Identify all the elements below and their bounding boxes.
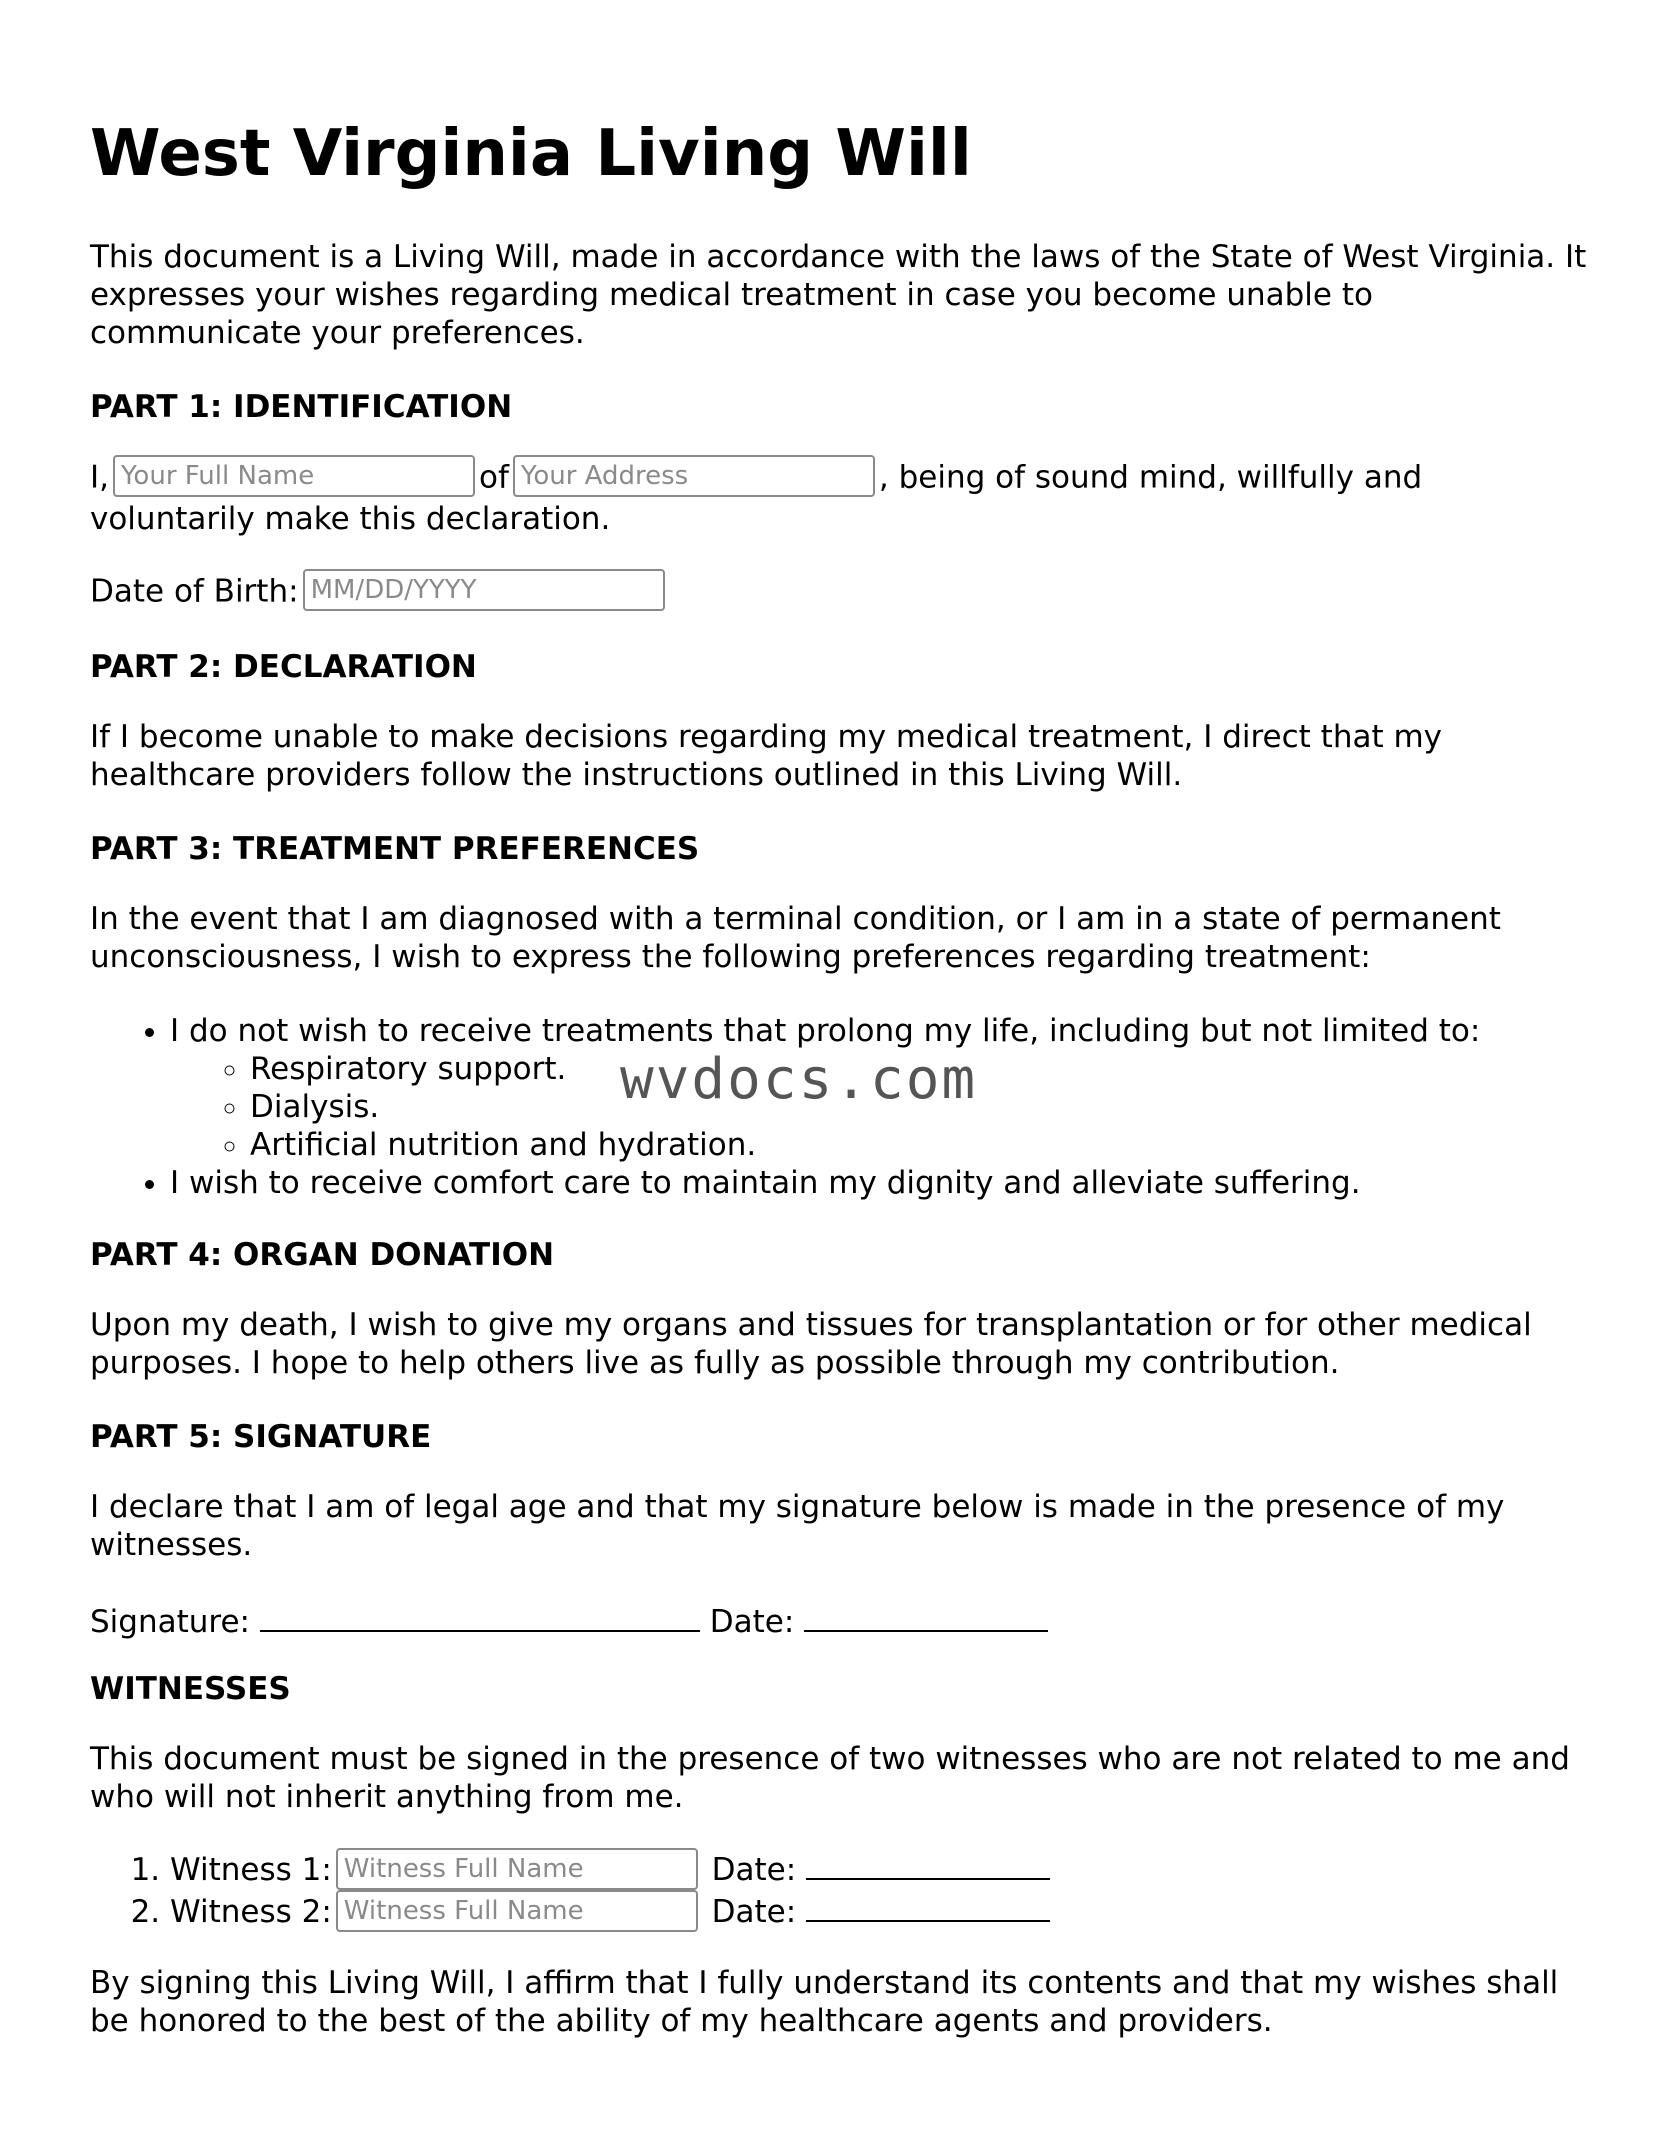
treatment-paragraph: In the event that I am diagnosed with a terminal condition, or I am in a state of permanent unconsciousness, I wish to express the following preferences regarding treatment: bbox=[90, 901, 1501, 975]
full-name-input[interactable] bbox=[113, 455, 475, 497]
identification-statement bbox=[90, 458, 1590, 538]
document-title: West Virginia Living Will bbox=[90, 117, 972, 191]
identification-of: of bbox=[479, 459, 509, 496]
date-of-birth-row bbox=[90, 572, 1590, 614]
part1-heading: PART 1: IDENTIFICATION bbox=[90, 389, 513, 425]
witness2-name-input[interactable] bbox=[336, 1890, 698, 1932]
signature-label: Signature: bbox=[90, 1604, 250, 1640]
signature-date-label: Date: bbox=[709, 1604, 795, 1640]
witness2-date-line[interactable] bbox=[806, 1890, 1050, 1922]
witnesses-heading: WITNESSES bbox=[90, 1671, 291, 1707]
date-of-birth-input[interactable] bbox=[303, 569, 665, 611]
list-item: ◦ Respiratory support. bbox=[250, 1050, 1590, 1088]
witness2-label: Witness 2: bbox=[170, 1894, 332, 1930]
address-input[interactable] bbox=[513, 455, 875, 497]
part2-heading: PART 2: DECLARATION bbox=[90, 649, 477, 685]
declaration-paragraph: If I become unable to make decisions regarding my medical treatment, I direct that my healthcare providers follow the instructions outlined in this Living Will. bbox=[90, 719, 1443, 793]
signature-date-line[interactable] bbox=[804, 1600, 1048, 1632]
witness1-label: Witness 1: bbox=[170, 1852, 332, 1888]
list-item: • I wish to receive comfort care to maintain my dignity and alleviate suffering. bbox=[170, 1164, 1590, 1202]
treatment-item-prolong: I do not wish to receive treatments that prolong my life, including but not limited to: bbox=[170, 1013, 1481, 1049]
list-item: ◦ Dialysis. bbox=[250, 1088, 1590, 1126]
witness2-date-label: Date: bbox=[711, 1894, 797, 1930]
part5-heading: PART 5: SIGNATURE bbox=[90, 1419, 432, 1455]
witnesses-list bbox=[90, 1848, 1590, 1932]
part3-heading: PART 3: TREATMENT PREFERENCES bbox=[90, 831, 700, 867]
witness1-name-input[interactable] bbox=[336, 1848, 698, 1890]
signature-paragraph: I declare that I am of legal age and that my signature below is made in the presence of my witnesses. bbox=[90, 1489, 1505, 1563]
signature-row bbox=[90, 1600, 1590, 1641]
identification-suffix: , being of sound mind, willfully and voluntarily make this declaration. bbox=[90, 459, 1423, 537]
witnesses-paragraph: This document must be signed in the presence of two witnesses who are not related to me and who will not inherit anything from me. bbox=[90, 1741, 1570, 1815]
list-item bbox=[170, 1890, 1590, 1932]
dob-label: Date of Birth: bbox=[90, 573, 299, 610]
watermark-text: wvdocs.com bbox=[620, 1047, 978, 1112]
identification-prefix: I, bbox=[90, 459, 109, 496]
witness1-date-label: Date: bbox=[711, 1852, 797, 1888]
list-item bbox=[170, 1848, 1590, 1890]
signature-line[interactable] bbox=[260, 1600, 700, 1632]
intro-paragraph: This document is a Living Will, made in accordance with the laws of the State of West Virginia. It expresses your wishes regarding medical treatment in case you become unable to communicate your preferences. bbox=[90, 239, 1587, 351]
organ-donation-paragraph: Upon my death, I wish to give my organs and tissues for transplantation or for other medical purposes. I hope to help others live as fully as possible through my contribution. bbox=[90, 1307, 1532, 1381]
closing-paragraph: By signing this Living Will, I affirm that I fully understand its contents and that my wishes shall be honored to the best of the ability of my healthcare agents and providers. bbox=[90, 1965, 1559, 2039]
part4-heading: PART 4: ORGAN DONATION bbox=[90, 1237, 555, 1273]
list-item: ◦ Artificial nutrition and hydration. bbox=[250, 1126, 1590, 1164]
witness1-date-line[interactable] bbox=[806, 1848, 1050, 1880]
